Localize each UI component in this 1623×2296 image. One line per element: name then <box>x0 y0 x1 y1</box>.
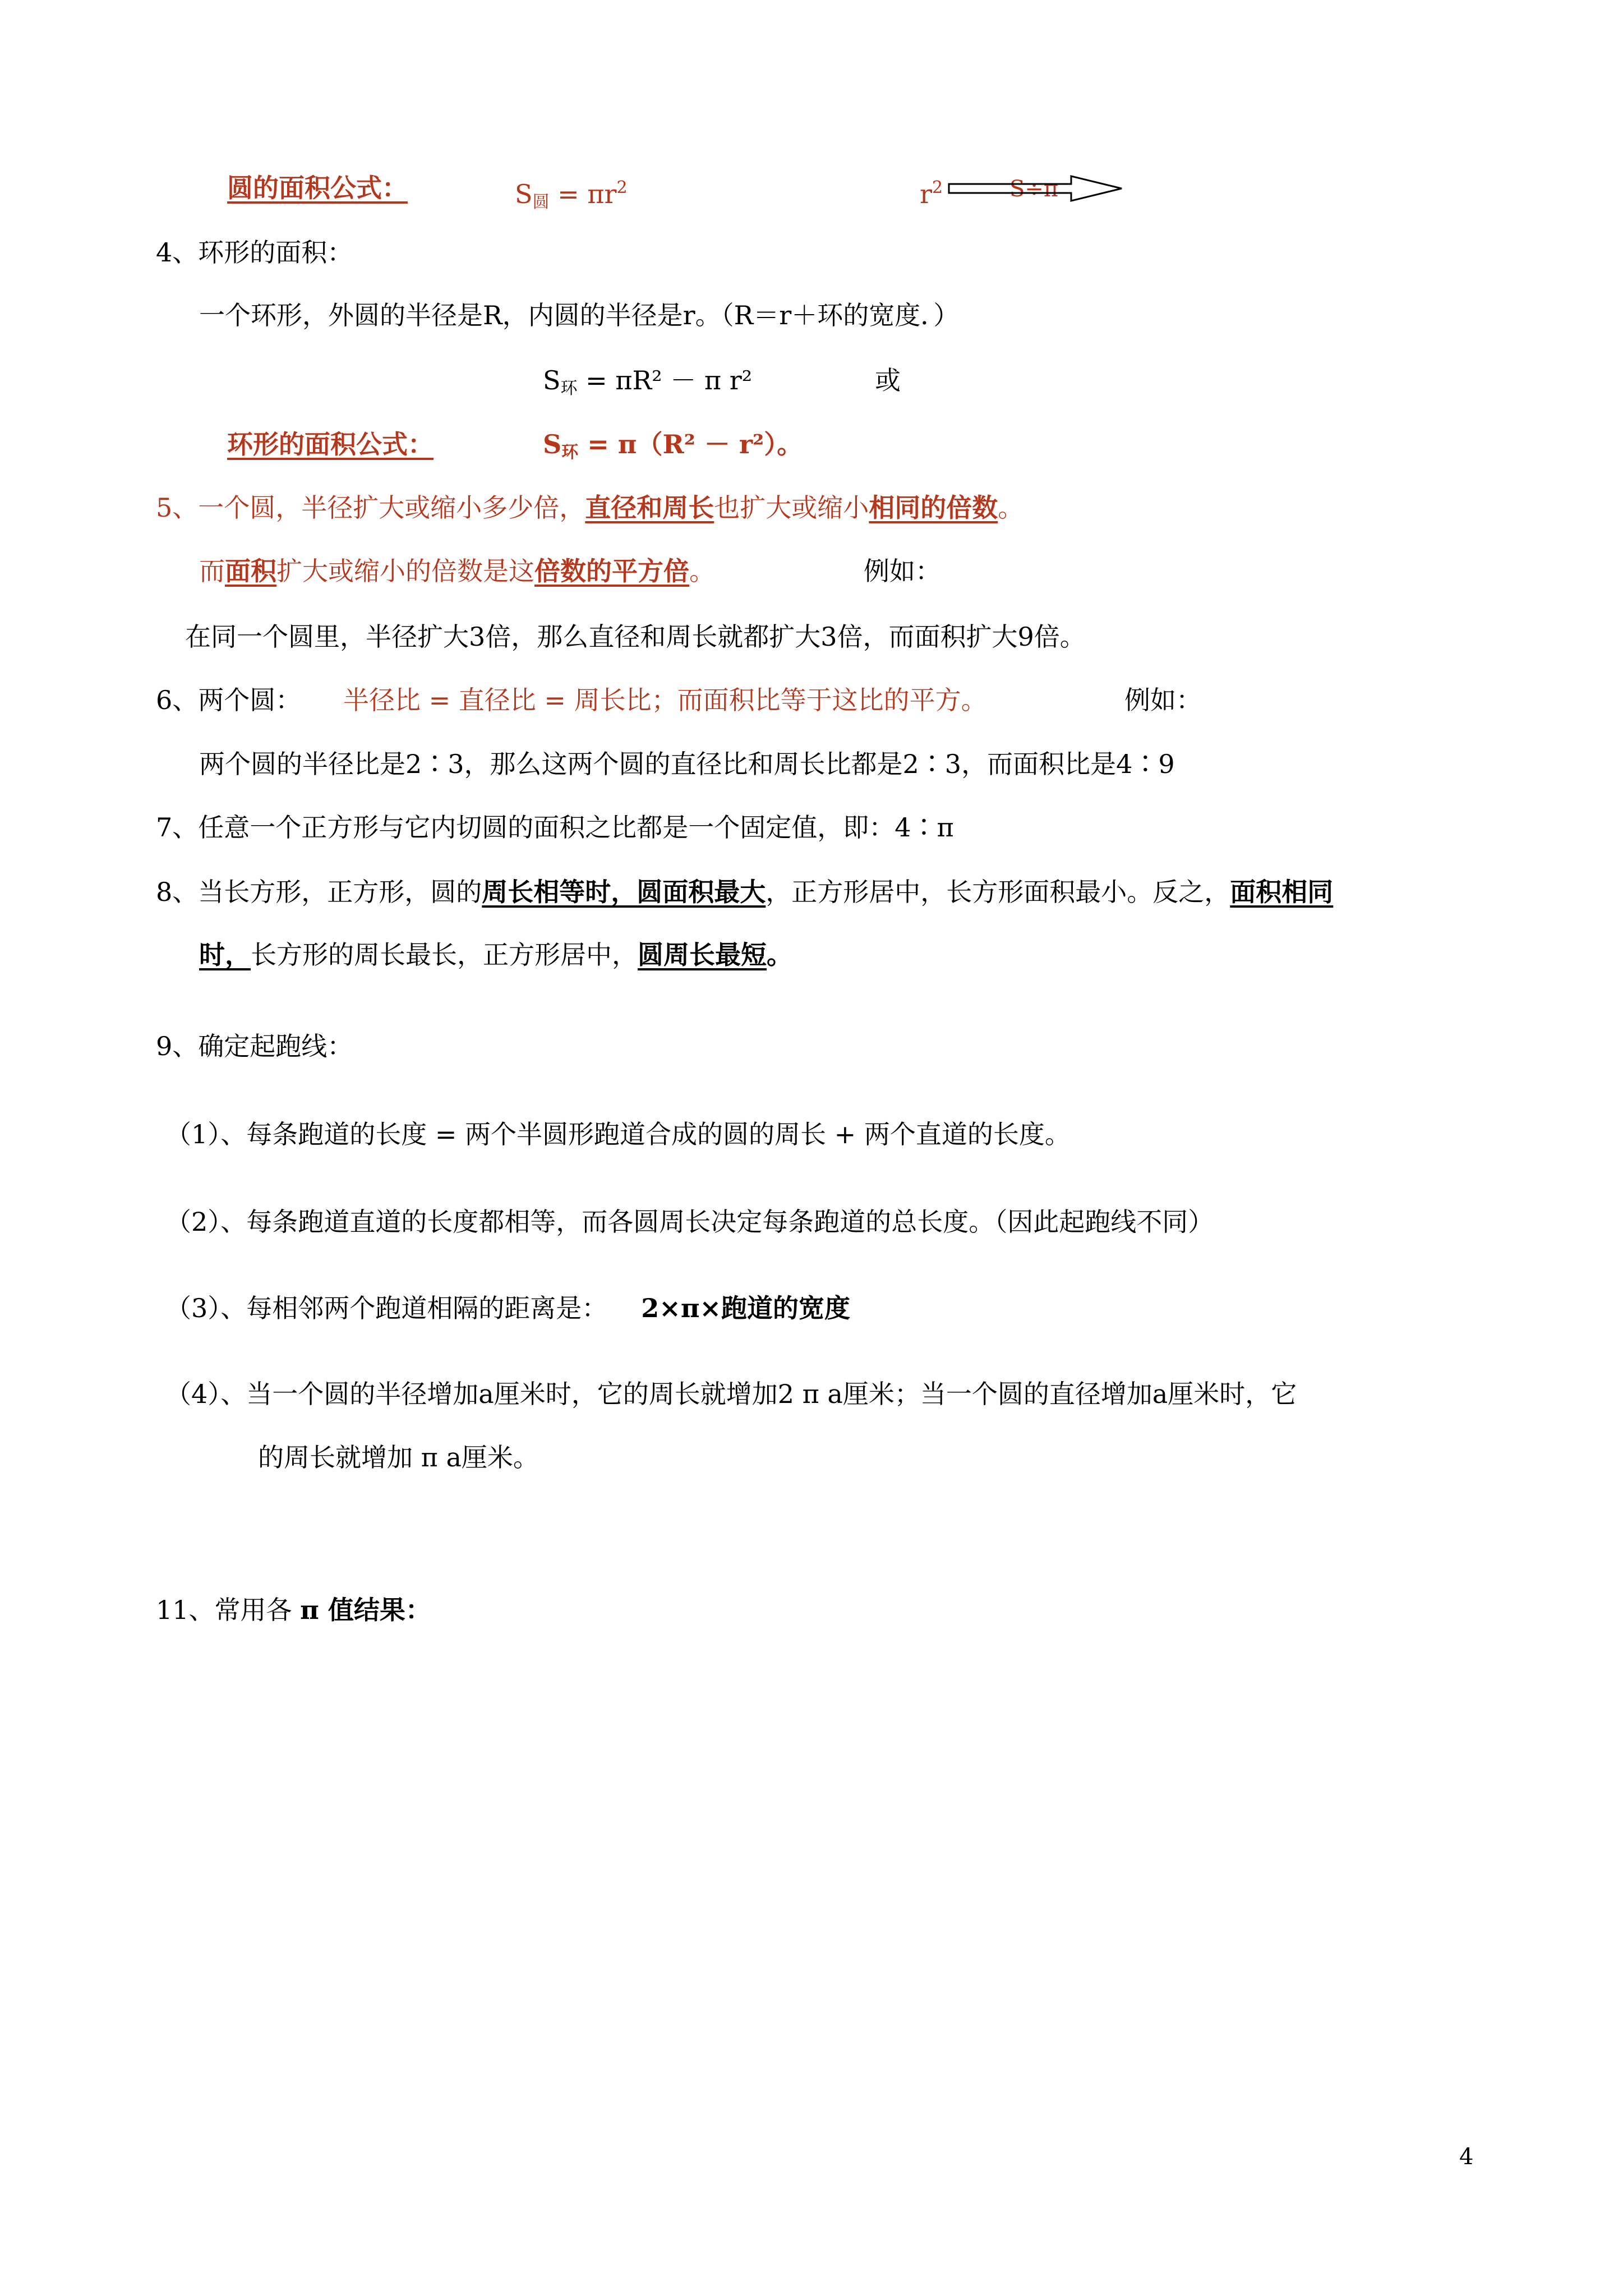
area-formula-sup: 2 <box>616 178 628 197</box>
s9-title: 9、确定起跑线： <box>156 1031 353 1061</box>
s4-f2-rest: = π（R² － r²）。 <box>578 429 803 459</box>
s4-formula2 <box>543 427 803 470</box>
s11-line <box>156 1593 431 1627</box>
s4-title: 4、环形的面积： <box>156 237 353 268</box>
s7-text: 7、任意一个正方形与它内切圆的面积之比都是一个固定值，即：4∶π <box>156 812 954 843</box>
s9-p4b: 的周长就增加 π a厘米。 <box>258 1442 539 1473</box>
area-formula-r-sup: 2 <box>932 178 943 197</box>
s6-text: 两个圆的半径比是2∶3，那么这两个圆的直径比和周长比都是2∶3，而面积比是4∶9 <box>199 749 1175 779</box>
s6-num: 6、两个圆： <box>156 685 302 715</box>
s5-g: 面积 <box>225 556 276 586</box>
s11-b: π 值结果： <box>300 1595 431 1625</box>
s9-p4a: （4）、当一个圆的半径增加a厘米时，它的周长就增加2 π a厘米；当一个圆的直径增加a厘米时，它 <box>165 1379 1297 1409</box>
s4-formula1 <box>543 364 752 406</box>
s8-line2 <box>199 938 792 972</box>
s8-b: 周长相等时，圆面积最大 <box>482 877 766 907</box>
area-formula-eq: = πr <box>549 179 617 209</box>
s6-rule: 半径比 = 直径比 = 周长比；而面积比等于这比的平方。 <box>343 685 987 715</box>
s9-p3 <box>165 1291 850 1325</box>
s4-label: 环形的面积公式： <box>227 429 434 459</box>
s8-h: 。 <box>767 940 792 970</box>
s9-p3b: 2×π×跑道的宽度 <box>641 1293 851 1323</box>
area-formula-S: S <box>515 179 533 209</box>
s5-line1 <box>156 491 1023 524</box>
s5-b: 直径和周长 <box>585 493 714 523</box>
s6-example: 例如： <box>1124 685 1202 715</box>
s4-desc: 一个环形，外圆的半径是R，内圆的半径是r。（R＝r＋环的宽度．） <box>199 300 960 330</box>
page-number: 4 <box>1459 2144 1474 2170</box>
area-formula-label: 圆的面积公式： <box>227 173 408 203</box>
s4-f1-sub: 环 <box>560 379 578 398</box>
s9-p2: （2）、每条跑道直道的长度都相等，而各圆周长决定每条跑道的总长度。（因此起跑线不同） <box>165 1207 1214 1237</box>
right-arrow-icon <box>948 172 1127 205</box>
arrow-shape <box>948 172 1127 205</box>
area-formula-line <box>227 171 408 205</box>
s5-line2 <box>199 554 715 588</box>
s8-d: 面积相同 <box>1230 877 1334 907</box>
s4-or: 或 <box>875 365 901 395</box>
s5-c: 也扩大或缩小 <box>714 493 869 523</box>
s5-d: 相同的倍数 <box>869 493 998 523</box>
s8-c: ，正方形居中，长方形面积最小。反之， <box>766 877 1230 907</box>
s8-a: 8、当长方形，正方形，圆的 <box>156 877 482 907</box>
s8-g: 圆周长最短 <box>638 940 767 970</box>
area-formula-r: r <box>920 179 932 209</box>
s4-f2-S: S <box>543 429 562 459</box>
s5-h: 扩大或缩小的倍数是这 <box>276 556 534 586</box>
area-formula-r2 <box>920 171 943 211</box>
s5-example: 例如： <box>864 556 941 586</box>
area-formula-expression <box>515 171 628 219</box>
s4-f2-sub: 环 <box>561 443 579 462</box>
s5-a: 5、一个圆，半径扩大或缩小多少倍， <box>156 493 585 523</box>
area-formula-sub: 圆 <box>532 192 550 212</box>
s5-j: 。 <box>689 556 715 586</box>
s5-e: 。 <box>998 493 1024 523</box>
s8-f: 长方形的周长最长，正方形居中， <box>251 940 638 970</box>
s11-a: 11、常用各 <box>156 1595 301 1625</box>
s8-e: 时， <box>199 940 251 970</box>
s8-line1 <box>156 875 1333 909</box>
s5-i: 倍数的平方倍 <box>534 556 689 586</box>
arrow-text: S÷π <box>1009 176 1059 202</box>
s5-text: 在同一个圆里，半径扩大3倍，那么直径和周长就都扩大3倍，而面积扩大9倍。 <box>185 622 1086 652</box>
s9-p1: （1）、每条跑道的长度 = 两个半圆形跑道合成的圆的周长 + 两个直道的长度。 <box>165 1119 1071 1149</box>
s4-label-line <box>227 427 434 461</box>
s5-f: 而 <box>199 556 225 586</box>
s9-p3a: （3）、每相邻两个跑道相隔的距离是： <box>165 1293 608 1323</box>
s4-f1-rest: = πR² － π r² <box>577 365 753 395</box>
s4-f1-S: S <box>543 365 561 395</box>
